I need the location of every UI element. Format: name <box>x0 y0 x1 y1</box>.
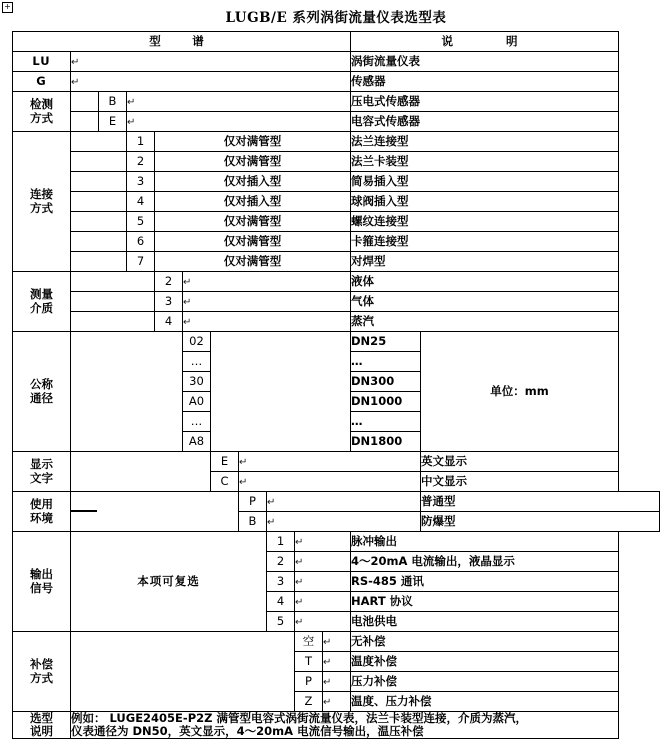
connection-label: 连接 方式 <box>13 132 71 272</box>
comp-code-1: 空 <box>295 632 323 652</box>
env-spacer <box>71 492 239 532</box>
bore-desc-5: … <box>351 412 421 432</box>
output-code-1: 1 <box>267 532 295 552</box>
bore-unit <box>421 332 619 452</box>
row-medium-3 <box>13 292 660 312</box>
example-line-1: 例如： LUGE2405E-P2Z 满管型电容式涡街流量仪表，法兰卡装型连接，介质为蒸汽， <box>71 711 527 725</box>
selection-table <box>12 31 660 739</box>
bore-code-4: A0 <box>183 392 211 412</box>
output-mid-5: ↵ <box>295 612 351 632</box>
conn-desc-5: 螺纹连接型 <box>351 212 619 232</box>
row-medium-4 <box>13 312 660 332</box>
output-desc-2: 4～20mA 电流输出，液晶显示 <box>351 552 619 572</box>
bore-code-1: 02 <box>183 332 211 352</box>
compensation-label: 补偿 方式 <box>13 632 71 712</box>
conn-spacer-2 <box>71 152 127 172</box>
header-desc: 说 明 <box>351 32 619 52</box>
row-conn-4 <box>13 192 660 212</box>
comp-desc-3: 压力补偿 <box>351 672 619 692</box>
row-conn-1 <box>13 132 660 152</box>
output-desc-1: 脉冲输出 <box>351 532 619 552</box>
row-detect-e <box>13 112 660 132</box>
row-conn-6 <box>13 232 660 252</box>
comp-mid-3: ↵ <box>323 672 351 692</box>
output-mid-3: ↵ <box>295 572 351 592</box>
bore-unit-text: 单位：mm <box>490 383 549 398</box>
header-type: 型 谱 <box>13 32 351 52</box>
medium-code-2: 2 <box>155 272 183 292</box>
bore-desc-2: … <box>351 352 421 372</box>
comp-code-2: T <box>295 652 323 672</box>
medium-code-3: 3 <box>155 292 183 312</box>
environment-label: 使用 环境 <box>13 492 71 532</box>
row-display-e <box>13 452 660 472</box>
detect-mid-e: ↵ <box>127 112 351 132</box>
corner-marker <box>2 2 13 13</box>
conn-mid-2: 仅对满管型 <box>155 152 351 172</box>
conn-spacer-5 <box>71 212 127 232</box>
env-code-b: B <box>239 512 267 532</box>
medium-desc-4: 蒸汽 <box>351 312 619 332</box>
medium-spacer-4 <box>71 312 155 332</box>
bore-code-5: … <box>183 412 211 432</box>
conn-desc-6: 卡箍连接型 <box>351 232 619 252</box>
medium-desc-2: 液体 <box>351 272 619 292</box>
lu-desc: 涡街流量仪表 <box>351 52 619 72</box>
medium-label: 测量 介质 <box>13 272 71 332</box>
conn-code-6: 6 <box>127 232 155 252</box>
row-conn-3 <box>13 172 660 192</box>
output-note: 本项可复选 <box>71 532 267 632</box>
g-desc: 传感器 <box>351 72 619 92</box>
example-note <box>71 712 619 739</box>
conn-code-4: 4 <box>127 192 155 212</box>
bore-desc-6: DN1800 <box>351 432 421 452</box>
conn-spacer-6 <box>71 232 127 252</box>
display-label: 显示 文字 <box>13 452 71 492</box>
g-label: G <box>13 72 71 92</box>
row-detect-b <box>13 92 660 112</box>
output-desc-5: 电池供电 <box>351 612 619 632</box>
row-conn-5 <box>13 212 660 232</box>
medium-mid-3: ↵ <box>183 292 351 312</box>
conn-code-2: 2 <box>127 152 155 172</box>
comp-mid-1: ↵ <box>323 632 351 652</box>
output-mid-2: ↵ <box>295 552 351 572</box>
example-line-2: 仪表通径为 DN50，英文显示，4～20mA 电流信号输出，温压补偿 <box>71 724 424 739</box>
detect-label: 检测 方式 <box>13 92 71 132</box>
table-header-row <box>13 32 660 52</box>
comp-desc-2: 温度补偿 <box>351 652 619 672</box>
row-bore-1 <box>13 332 660 352</box>
detect-code-b: B <box>99 92 127 112</box>
output-label: 输出 信号 <box>13 532 71 632</box>
conn-mid-7: 仅对满管型 <box>155 252 351 272</box>
lu-label: LU <box>13 52 71 72</box>
conn-desc-7: 对焊型 <box>351 252 619 272</box>
conn-desc-4: 球阀插入型 <box>351 192 619 212</box>
detect-spacer-e <box>71 112 99 132</box>
conn-spacer-4 <box>71 192 127 212</box>
row-g <box>13 72 660 92</box>
comp-code-4: Z <box>295 692 323 712</box>
output-code-5: 5 <box>267 612 295 632</box>
conn-mid-3: 仅对插入型 <box>155 172 351 192</box>
detect-desc-e: 电容式传感器 <box>351 112 619 132</box>
example-label: 选型 说明 <box>13 712 71 739</box>
conn-code-3: 3 <box>127 172 155 192</box>
bore-desc-3: DN300 <box>351 372 421 392</box>
conn-mid-1: 仅对满管型 <box>155 132 351 152</box>
medium-code-4: 4 <box>155 312 183 332</box>
detect-desc-b: 压电式传感器 <box>351 92 619 112</box>
env-mid-p: ↵ <box>267 492 421 512</box>
comp-spacer <box>71 632 295 712</box>
bore-code-2: … <box>183 352 211 372</box>
env-desc-p: 普通型 <box>421 492 660 512</box>
medium-spacer-3 <box>71 292 155 312</box>
display-spacer <box>71 452 211 492</box>
env-mid-b: ↵ <box>267 512 421 532</box>
row-lu <box>13 52 660 72</box>
medium-mid-4: ↵ <box>183 312 351 332</box>
display-desc-c: 中文显示 <box>421 472 619 492</box>
row-conn-2 <box>13 152 660 172</box>
lu-blank: ↵ <box>71 52 351 72</box>
page-title: LUGB/E 系列涡街流量仪表选型表 <box>225 10 447 26</box>
output-mid-4: ↵ <box>295 592 351 612</box>
conn-desc-3: 简易插入型 <box>351 172 619 192</box>
row-env-p <box>13 492 660 512</box>
comp-desc-1: 无补偿 <box>351 632 619 652</box>
row-conn-7 <box>13 252 660 272</box>
conn-desc-2: 法兰卡装型 <box>351 152 619 172</box>
conn-code-5: 5 <box>127 212 155 232</box>
display-code-e: E <box>211 452 239 472</box>
display-code-c: C <box>211 472 239 492</box>
env-desc-b: 防爆型 <box>421 512 660 532</box>
output-desc-3: RS-485 通讯 <box>351 572 619 592</box>
comp-mid-4: ↵ <box>323 692 351 712</box>
medium-spacer-2 <box>71 272 155 292</box>
display-desc-e: 英文显示 <box>421 452 619 472</box>
comp-desc-4: 温度、压力补偿 <box>351 692 619 712</box>
bore-code-3: 30 <box>183 372 211 392</box>
conn-spacer-7 <box>71 252 127 272</box>
env-code-p: P <box>239 492 267 512</box>
detect-mid-b: ↵ <box>127 92 351 112</box>
bore-desc-1: DN25 <box>351 332 421 352</box>
output-mid-1: ↵ <box>295 532 351 552</box>
output-code-4: 4 <box>267 592 295 612</box>
row-medium-2 <box>13 272 660 292</box>
output-desc-4: HART 协议 <box>351 592 619 612</box>
conn-mid-5: 仅对满管型 <box>155 212 351 232</box>
row-example <box>13 712 660 739</box>
display-mid-c: ↵ <box>239 472 421 492</box>
bore-label: 公称 通径 <box>13 332 71 452</box>
conn-desc-1: 法兰连接型 <box>351 132 619 152</box>
conn-spacer-1 <box>71 132 127 152</box>
conn-code-7: 7 <box>127 252 155 272</box>
conn-mid-6: 仅对满管型 <box>155 232 351 252</box>
output-code-2: 2 <box>267 552 295 572</box>
medium-mid-2: ↵ <box>183 272 351 292</box>
output-code-3: 3 <box>267 572 295 592</box>
bore-desc-4: DN1000 <box>351 392 421 412</box>
conn-spacer-3 <box>71 172 127 192</box>
comp-mid-2: ↵ <box>323 652 351 672</box>
comp-code-3: P <box>295 672 323 692</box>
display-mid-e: ↵ <box>239 452 421 472</box>
row-comp-1 <box>13 632 660 652</box>
bore-code-6: A8 <box>183 432 211 452</box>
row-output-1 <box>13 532 660 552</box>
conn-code-1: 1 <box>127 132 155 152</box>
bore-gap <box>211 332 351 452</box>
medium-desc-3: 气体 <box>351 292 619 312</box>
detect-spacer-b <box>71 92 99 112</box>
conn-mid-4: 仅对插入型 <box>155 192 351 212</box>
g-blank: ↵ <box>71 72 351 92</box>
bore-spacer <box>71 332 183 452</box>
detect-code-e: E <box>99 112 127 132</box>
